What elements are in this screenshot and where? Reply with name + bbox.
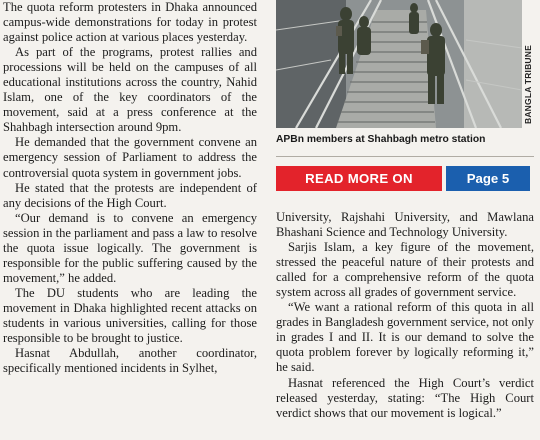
caption-divider [276,156,534,157]
news-photo [276,0,522,128]
article-paragraph: He stated that the protests are independent of any decisions of the High Court. [3,180,257,210]
photo-credit [522,0,536,128]
article-left-column [3,0,257,376]
article-paragraph: The DU students who are leading the movement in Dhaka highlighted recent attacks on students in various universities, calling for those responsible to be brought to justice. [3,285,257,346]
article-paragraph: “Our demand is to convene an emergency session in the parliament and pass a law to resolve the quota issue logically. The government is responsible for the public suffering caused by the movement,” he added. [3,210,257,285]
article-paragraph: He demanded that the government convene an emergency session of Parliament to address the controversial quota system in government jobs. [3,135,257,180]
read-more-banner[interactable] [276,166,530,191]
metro-station-stairs-image [276,0,522,128]
article-paragraph: The quota reform protesters in Dhaka announced campus-wide demonstrations for today in protest against police action at various places yesterday. [3,0,257,45]
article-paragraph: As part of the programs, protest rallies and processions will be held on the campuses of all educational institutions across the country, Nahid Islam, one of the key coordinators of the movement, said at a press conference at the Shahbagh intersection around 9pm. [3,45,257,135]
article-paragraph: University, Rajshahi University, and Mawlana Bhashani Science and Technology University. [276,210,534,240]
read-more-page-number[interactable]: Page 5 [446,166,530,191]
article-paragraph: Hasnat referenced the High Court’s verdict released yesterday, stating: “The High Court verdict shows that our movement is logical.” [276,375,534,420]
photo-credit-text: BANGLA TRIBUNE [523,45,533,124]
article-paragraph: Sarjis Islam, a key figure of the movement, stressed the peaceful nature of their protests and called for a comprehensive reform of the quota system across all grades of government service. [276,240,534,300]
article-paragraph: “We want a rational reform of this quota in all grades in Bangladesh government service, not only in grades I and II. It is our demand to solve the quota problem forever by logically reforming it,” he said. [276,300,534,375]
article-paragraph: Hasnat Abdullah, another coordinator, specifically mentioned incidents in Sylhet, [3,346,257,376]
article-right-column [276,210,534,421]
photo-caption: APBn members at Shahbagh metro station [276,134,486,145]
read-more-label[interactable]: READ MORE ON [276,166,442,191]
